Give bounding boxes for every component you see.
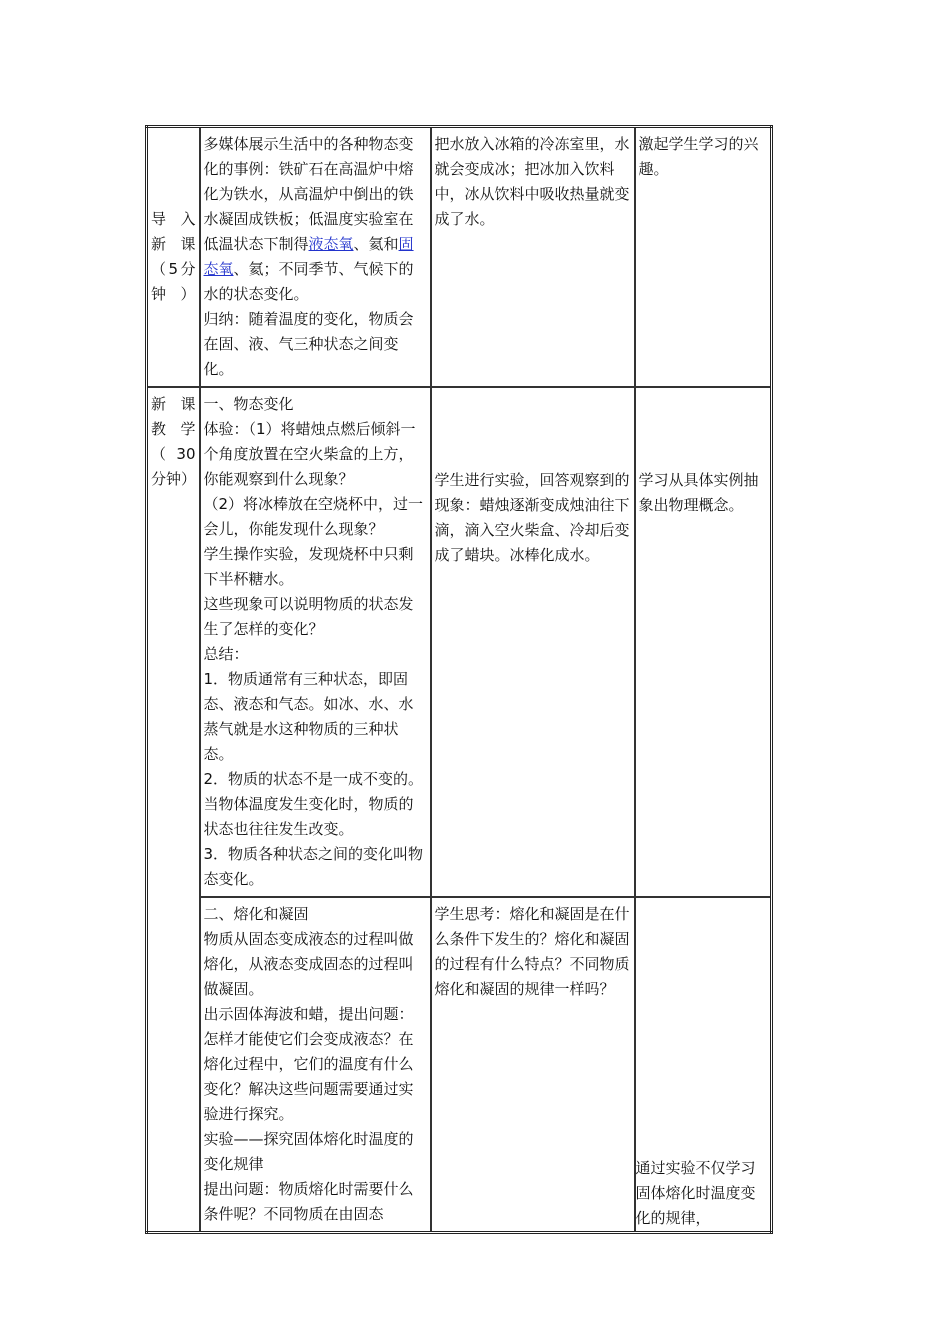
- teacher-paragraph: 学生操作实验，发现烧杯中只剩下半杯糖水。: [203, 545, 414, 588]
- teacher-activity-cell: [200, 127, 431, 388]
- teacher-activity-cell: [200, 897, 431, 1233]
- teacher-paragraph: 1．物质通常有三种状态，即固态、液态和气态。如冰、水、水蒸气就是水这种物质的三种状态。: [203, 670, 414, 763]
- intent-text: 激起学生学习的兴趣。: [638, 135, 759, 178]
- stage-label: 新课教学（30分钟）: [151, 395, 197, 488]
- section-heading: 二、熔化和凝固: [203, 905, 309, 923]
- teacher-activity-cell: [200, 387, 431, 897]
- teacher-paragraph: 2．物质的状态不是一成不变的。当物体温度发生变化时，物质的状态也往往发生改变。: [203, 770, 424, 838]
- student-text: 学生进行实验，回答观察到的现象：蜡烛逐渐变成烛油往下滴，滴入空火柴盒、冷却后变成了蜡块。冰棒化成水。: [434, 471, 630, 564]
- student-activity-cell: [431, 897, 635, 1233]
- intent-text: 通过实验不仅学习固体熔化时温度变化的规律，: [635, 1159, 756, 1227]
- lesson-plan-table: [145, 125, 773, 1234]
- stage-cell: [147, 387, 200, 1233]
- teacher-paragraph: 体验：（1）将蜡烛点燃后倾斜一个角度放置在空火柴盒的上方，你能观察到什么现象？: [203, 420, 416, 488]
- intent-text: 学习从具体实例抽象出物理概念。: [638, 471, 759, 514]
- table-row: [147, 387, 772, 897]
- teacher-paragraph: 这些现象可以说明物质的状态发生了怎样的变化？: [203, 595, 414, 638]
- design-intent-cell: [635, 127, 772, 388]
- teacher-summary: 归纳：随着温度的变化，物质会在固、液、气三种状态之间变化。: [203, 310, 414, 378]
- student-text: 把水放入冰箱的冷冻室里，水就会变成冰；把冰加入饮料中，冰从饮料中吸收热量就变成了水。: [434, 135, 630, 228]
- design-intent-cell: [635, 897, 772, 1233]
- solid-oxygen-link[interactable]: 固态氧: [203, 235, 414, 278]
- teacher-paragraph: 提出问题：物质熔化时需要什么条件呢？不同物质在由固态: [203, 1180, 414, 1223]
- stage-label: 导入新课（5分钟）: [151, 210, 196, 303]
- liquid-oxygen-link[interactable]: 液态氧: [308, 235, 354, 253]
- table-row: [147, 897, 772, 1233]
- teacher-text: 多媒体展示生活中的各种物态变化的事例：铁矿石在高温炉中熔化为铁水，从高温炉中倒出的铁水凝固成铁板；低温度实验室在低温状态下制得液态氧、氦和固态氧、氦；不同季节、气候下的水的状态变化。: [203, 135, 414, 303]
- design-intent-cell: [635, 387, 772, 897]
- student-activity-cell: [431, 387, 635, 897]
- section-heading: 一、物态变化: [203, 395, 294, 413]
- table-row: [147, 127, 772, 388]
- teacher-paragraph: 总结：: [203, 645, 249, 663]
- teacher-paragraph: 3．物质各种状态之间的变化叫物态变化。: [203, 845, 424, 888]
- teacher-paragraph: （2）将冰棒放在空烧杯中，过一会儿，你能发现什么现象？: [203, 495, 424, 538]
- student-text: 学生思考：熔化和凝固是在什么条件下发生的？熔化和凝固的过程有什么特点？不同物质熔化和凝固的规律一样吗？: [434, 905, 630, 998]
- teacher-paragraph: 物质从固态变成液态的过程叫做熔化，从液态变成固态的过程叫做凝固。: [203, 930, 414, 998]
- teacher-paragraph: 实验——探究固体熔化时温度的变化规律: [203, 1130, 414, 1173]
- teacher-paragraph: 出示固体海波和蜡，提出问题：怎样才能使它们会变成液态？在熔化过程中，它们的温度有什么变化？解决这些问题需要通过实验进行探究。: [203, 1005, 414, 1123]
- stage-cell: [147, 127, 200, 388]
- student-activity-cell: [431, 127, 635, 388]
